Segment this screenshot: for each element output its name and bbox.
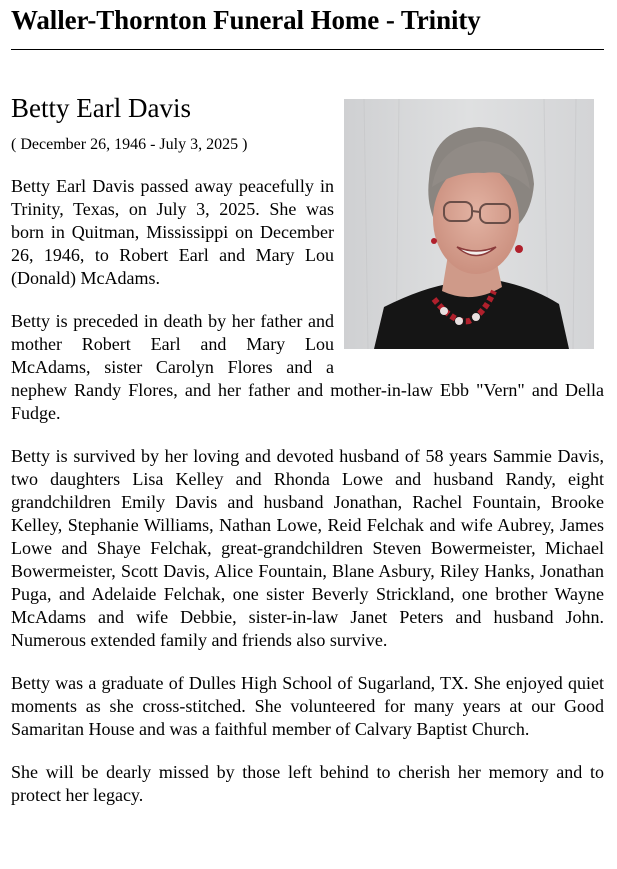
- portrait-image: [344, 99, 594, 349]
- obituary-paragraph-life: Betty was a graduate of Dulles High School of Sugarland, TX. She enjoyed quiet moments as she cross-stitched. She volunteered for many years at our Good Samaritan House and was a faithful member of Calvary Baptist Church.: [11, 673, 604, 739]
- obituary-photo[interactable]: [344, 99, 594, 349]
- site-title: Waller-Thornton Funeral Home - Trinity: [11, 5, 481, 35]
- deceased-name: Betty Earl Davis: [11, 93, 191, 123]
- obituary-paragraph-preceded: Betty is preceded in death by her father and mother Robert Earl and Mary Lou McAdams, sister Carolyn Flores and a nephew Randy Flores, and her father and mother-in-law Ebb "Vern" and Della Fudge.: [11, 311, 604, 423]
- obituary-paragraph-closing: She will be dearly missed by those left behind to cherish her memory and to protect her legacy.: [11, 762, 604, 805]
- obituary-paragraph-announcement: Betty Earl Davis passed away peacefully in Trinity, Texas, on July 3, 2025. She was born in Quitman, Mississippi on December 26, 1946, to Robert Earl and Mary Lou (Donald) McAdams.: [11, 176, 334, 288]
- obituary-page: [11, 0, 604, 807]
- life-dates: ( December 26, 1946 - July 3, 2025 ): [11, 136, 248, 153]
- header-divider: [11, 49, 604, 50]
- obituary-paragraph-survived: Betty is survived by her loving and devoted husband of 58 years Sammie Davis, two daughters Lisa Kelley and Rhonda Lowe and husband Randy, eight grandchildren Emily Davis and husband Jonathan, Rachel Fountain, Brooke Kelley, Stephanie Williams, Nathan Lowe, Reid Felchak and wife Aubrey, James Lowe and Shaye Felchak, great-grandchildren Steven Bowermeister, Michael Bowermeister, Scott Davis, Alice Fountain, Blane Asbury, Riley Hanks, Jonathan Puga, and Adelaide Felchak, one sister Beverly Strickland, one brother Wayne McAdams and wife Debbie, sister-in-law Janet Peters and husband John. Numerous extended family and friends also survive.: [11, 446, 604, 650]
